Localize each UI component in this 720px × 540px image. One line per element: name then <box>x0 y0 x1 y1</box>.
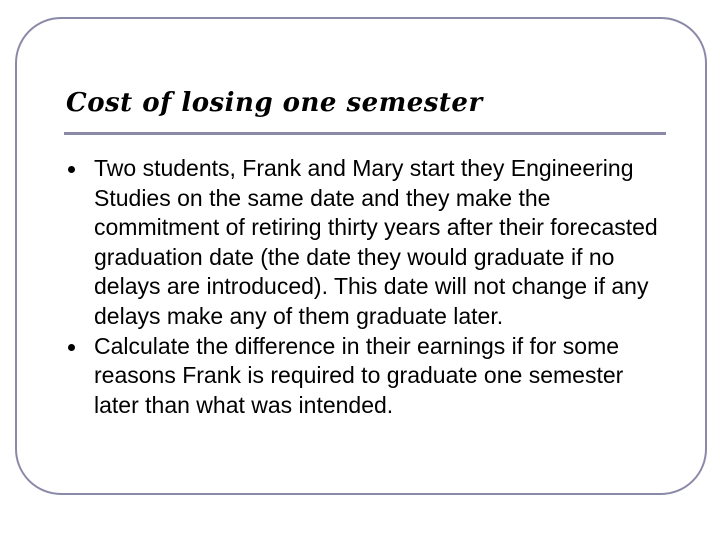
bullet-item <box>66 154 666 332</box>
bullet-text: Calculate the difference in their earnings if for some reasons Frank is required to graduate one semester later than what was intended. <box>94 332 624 418</box>
bullet-item <box>66 332 666 421</box>
bullet-dot-icon <box>68 344 75 351</box>
slide-title: Cost of losing one semester <box>66 88 483 118</box>
title-divider <box>64 132 666 135</box>
bullet-list <box>66 154 666 420</box>
bullet-text: Two students, Frank and Mary start they Engineering Studies on the same date and they make the commitment of retiring thirty years after their forecasted graduation date (the date they would graduate if no delays are introduced). This date will not change if any delays make any of them graduate later. <box>94 155 658 329</box>
bullet-dot-icon <box>68 166 75 173</box>
